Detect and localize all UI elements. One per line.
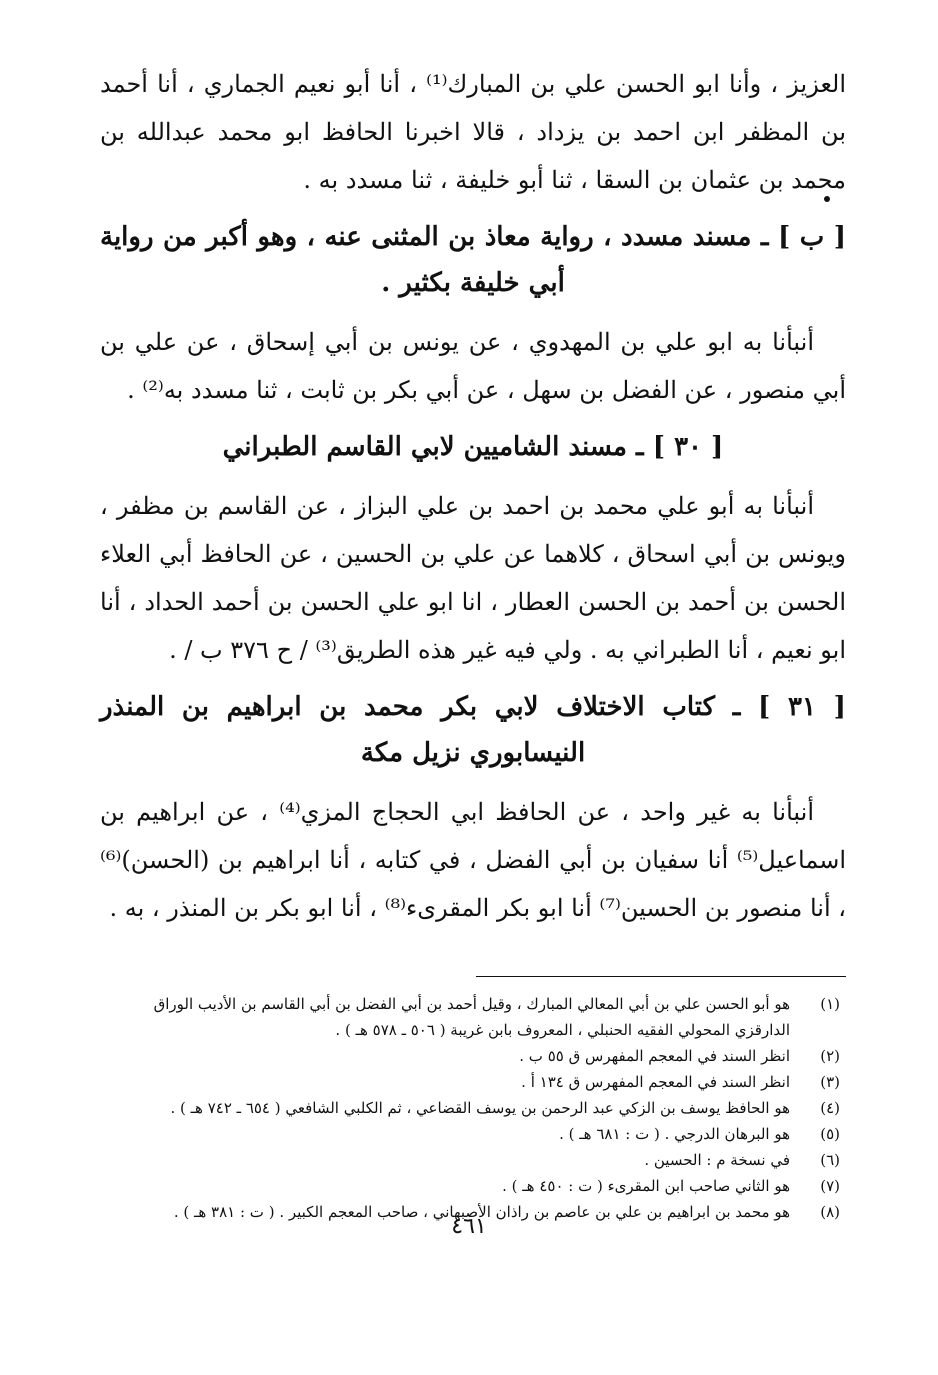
footnote-number: (١) bbox=[820, 995, 840, 1013]
footnotes bbox=[100, 991, 846, 1225]
footnote-text: في نسخة م : الحسين . bbox=[644, 1151, 790, 1169]
footnote bbox=[100, 1043, 846, 1069]
footnote bbox=[100, 1121, 846, 1147]
footnote bbox=[100, 1173, 846, 1199]
footnote-text: انظر السند في المعجم المفهرس ق ١٣٤ أ . bbox=[521, 1073, 790, 1091]
footnote-number: (٧) bbox=[820, 1177, 840, 1195]
heading-section-30: [ ٣٠ ] ـ مسند الشاميين لابي القاسم الطبراني bbox=[222, 432, 724, 462]
footnote-text: هو أبو الحسن علي بن أبي المعالي المبارك ، وقيل أحمد بن أبي الفضل بن أبي القاسم بن الأديب الوراق الدارقزي المحولي الفقيه الحنبلي ، المعروف بابن غريبة ( ٥٠٦ ـ ٥٧٨ هـ ) . bbox=[153, 995, 790, 1039]
footnote-number: (٨) bbox=[820, 1203, 840, 1221]
ink-dot bbox=[824, 196, 830, 202]
paragraph-3: أنبأنا به أبو علي محمد بن احمد بن علي البزاز ، عن القاسم بن مظفر ، ويونس بن أبي اسحاق ، كلاهما عن علي بن الحسين ، عن الحافظ أبي العلاء الحسن بن أحمد بن الحسن العطار ، انا ابو علي الحسن بن أحمد الحداد ، أنا ابو نعيم ، أنا الطبراني به . ولي فيه غير هذه الطريق⁽³⁾ / ح ٣٧٦ ب / . bbox=[100, 492, 847, 664]
footnote bbox=[100, 1095, 846, 1121]
footnote-text: هو الحافظ يوسف بن الزكي عبد الرحمن بن يوسف القضاعي ، ثم الكلبي الشافعي ( ٦٥٤ ـ ٧٤٢ هـ ) . bbox=[170, 1099, 790, 1117]
heading-section-31: [ ٣١ ] ـ كتاب الاختلاف لابي بكر محمد بن ابراهيم بن المنذر النيسابوري نزيل مكة bbox=[100, 692, 846, 768]
footnote-text: هو البرهان الدرجي . ( ت : ٦٨١ هـ ) . bbox=[559, 1125, 790, 1143]
footnote-text: هو محمد بن ابراهيم بن علي بن عاصم بن راذان الأصبهاني ، صاحب المعجم الكبير . ( ت : ٣٨١ هـ ) . bbox=[173, 1203, 790, 1221]
footnote-number: (٣) bbox=[820, 1073, 840, 1091]
paragraph-1: العزيز ، وأنا ابو الحسن علي بن المبارك⁽¹⁾ ، أنا أبو نعيم الجماري ، أنا أحمد بن المظفر ابن احمد بن يزداد ، قالا اخبرنا الحافظ ابو محمد عبدالله بن محمد بن عثمان بن السقا ، ثنا أبو خليفة ، ثنا مسدد به . bbox=[100, 70, 847, 194]
footnote-number: (٢) bbox=[820, 1047, 840, 1065]
footnote-divider bbox=[476, 976, 846, 977]
page-number: ٤٦١ bbox=[451, 1214, 487, 1239]
footnote-number: (٦) bbox=[820, 1151, 840, 1169]
paragraph-2: أنبأنا به ابو علي بن المهدوي ، عن يونس بن أبي إسحاق ، عن علي بن أبي منصور ، عن الفضل بن سهل ، عن أبي بكر بن ثابت ، ثنا مسدد به⁽²⁾ . bbox=[100, 328, 846, 404]
footnote-number: (٤) bbox=[820, 1099, 840, 1117]
footnote bbox=[100, 1069, 846, 1095]
heading-section-b: [ ب ] ـ مسند مسدد ، رواية معاذ بن المثنى عنه ، وهو أكبر من رواية أبي خليفة بكثير . bbox=[100, 222, 846, 298]
footnote bbox=[100, 1147, 846, 1173]
paragraph-4: أنبأنا به غير واحد ، عن الحافظ ابي الحجاج المزي⁽⁴⁾ ، عن ابراهيم بن اسماعيل⁽⁵⁾ أنا سفيان بن أبي الفضل ، في كتابه ، أنا ابراهيم بن (الحسن)⁽⁶⁾ ، أنا منصور بن الحسين⁽⁷⁾ أنا ابو بكر المقرىء⁽⁸⁾ ، أنا ابو بكر بن المنذر ، به . bbox=[100, 798, 847, 922]
footnote bbox=[100, 991, 846, 1043]
footnote-text: هو الثاني صاحب ابن المقرىء ( ت : ٤٥٠ هـ ) . bbox=[502, 1177, 790, 1195]
footnote-text: انظر السند في المعجم المفهرس ق ٥٥ ب . bbox=[519, 1047, 790, 1065]
footnote-number: (٥) bbox=[820, 1125, 840, 1143]
